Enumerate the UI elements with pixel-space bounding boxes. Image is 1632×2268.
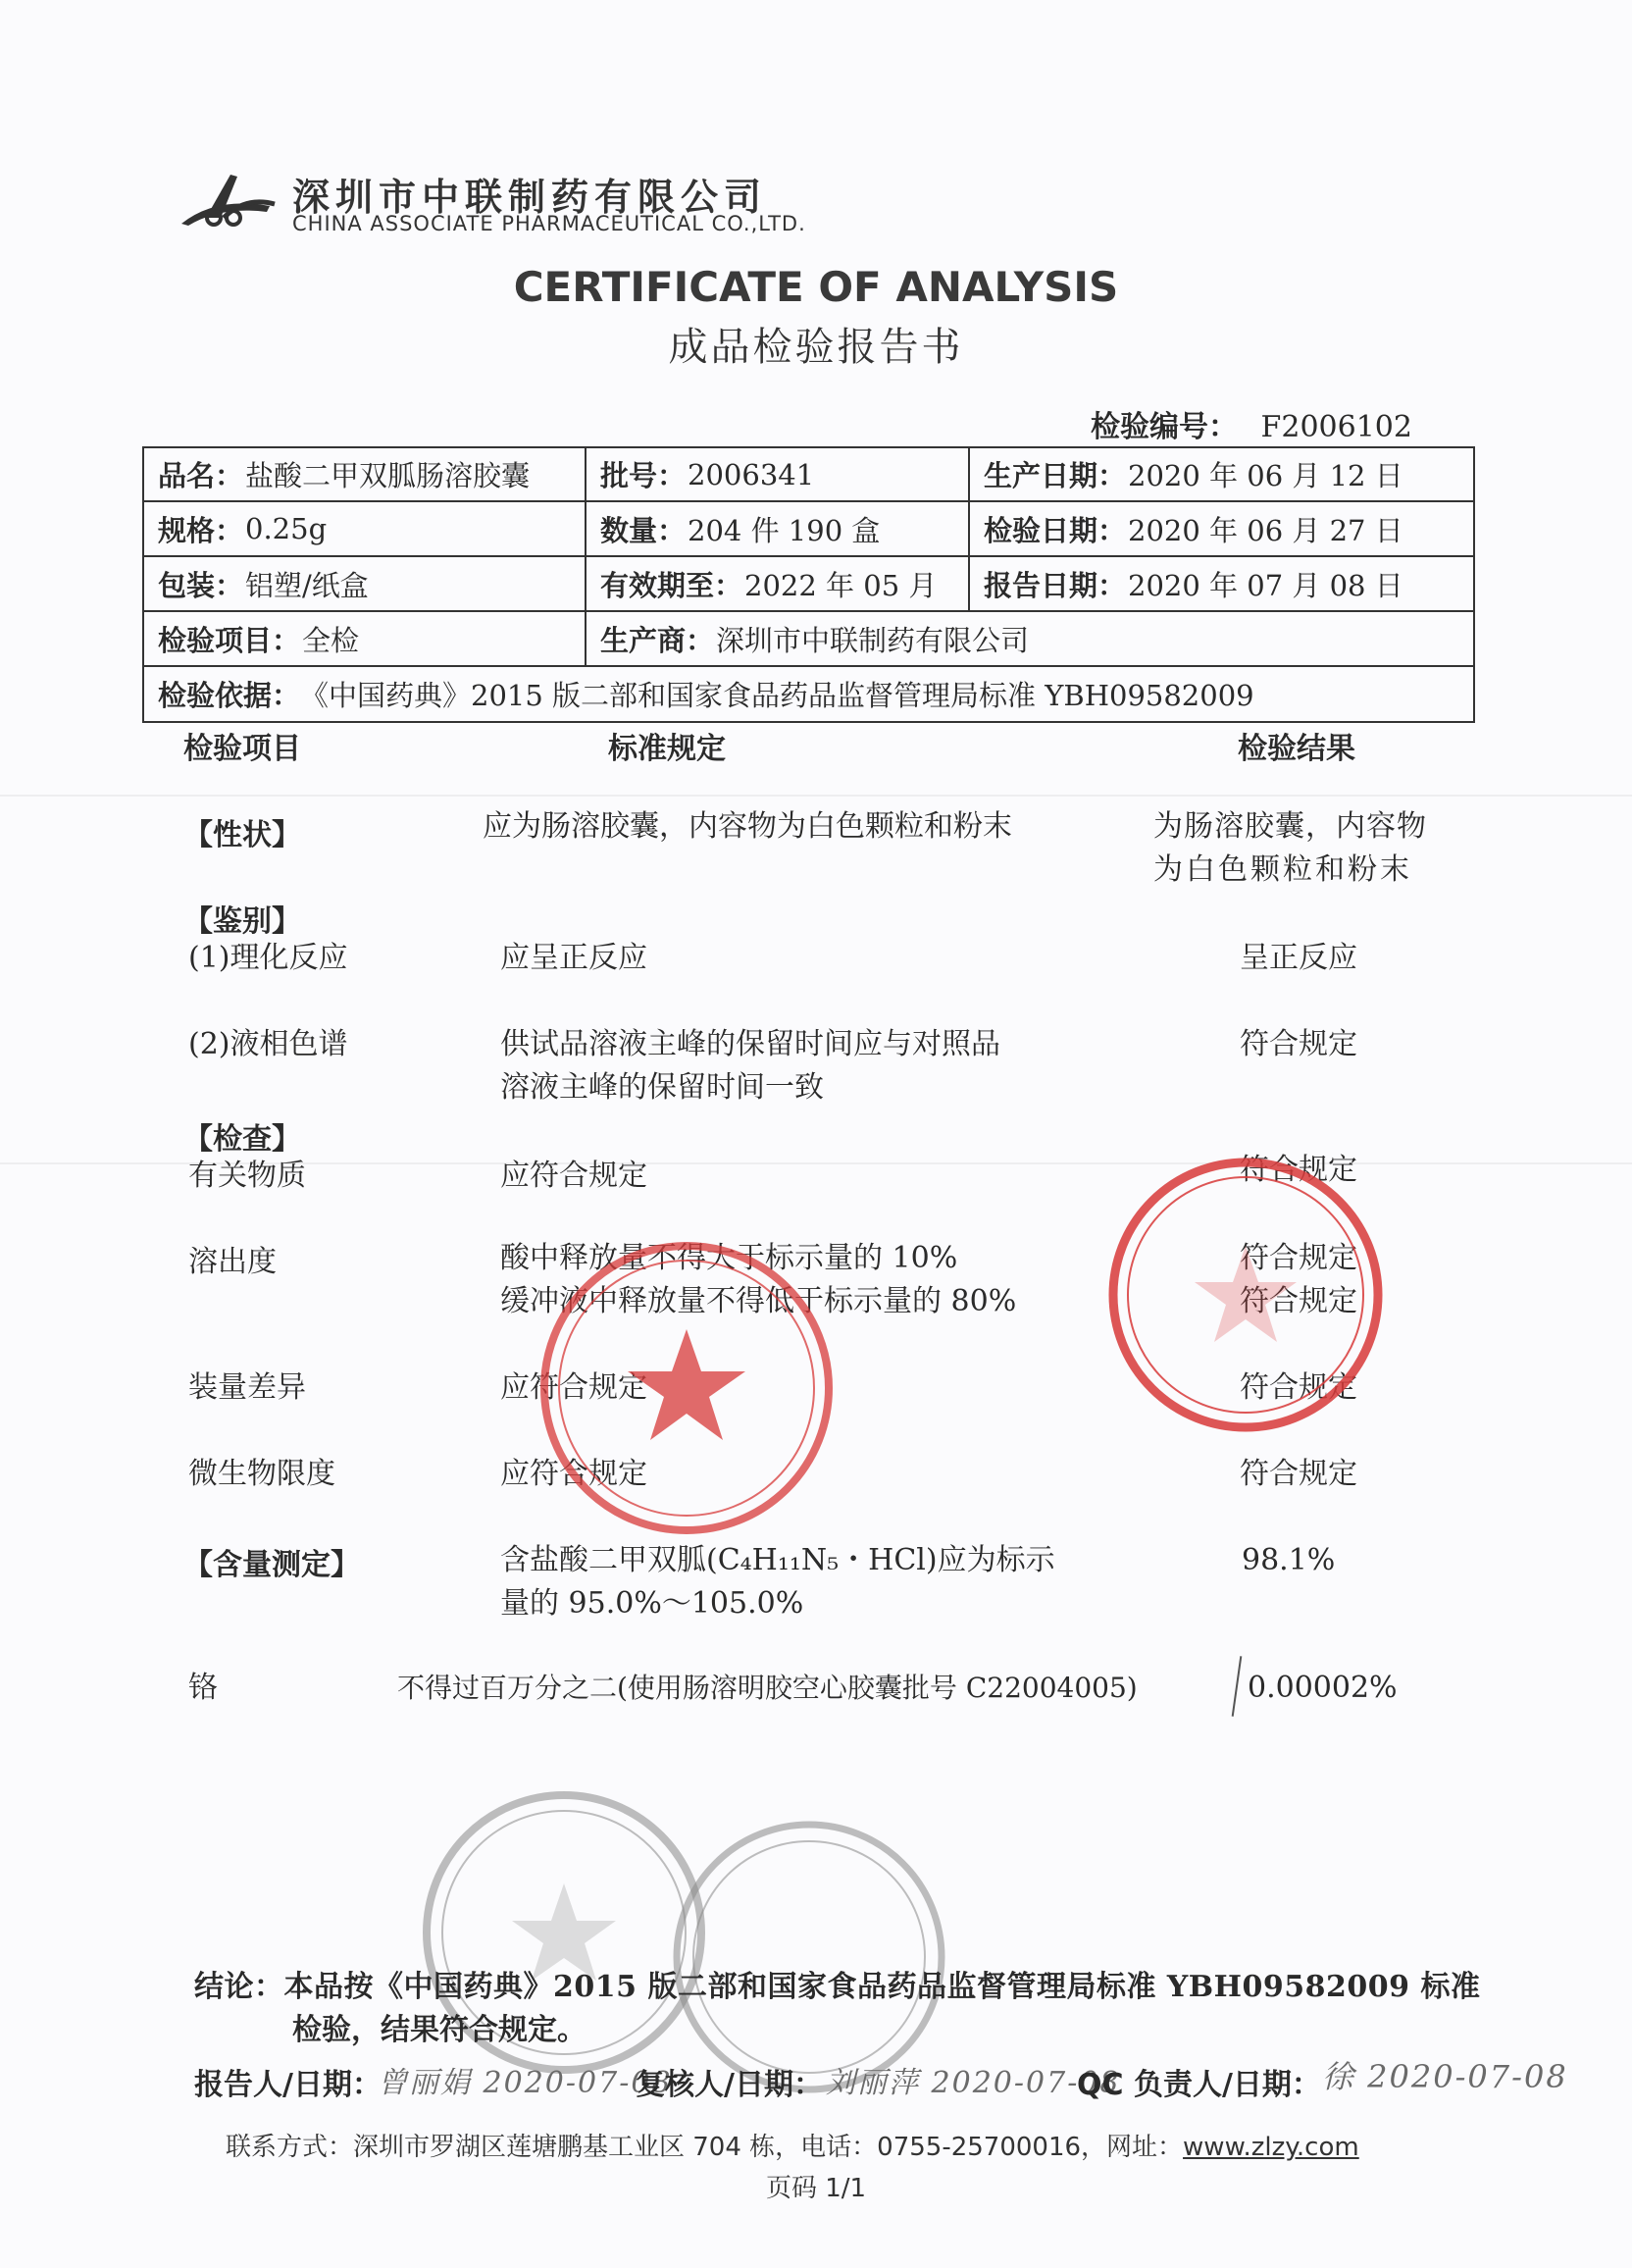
reporter-label: 报告人/日期： xyxy=(194,2068,382,2102)
column-header-standard: 标准规定 xyxy=(608,732,726,766)
report-number-value: F2006102 xyxy=(1260,410,1412,444)
appearance-standard: 应为肠溶胶囊，内容物为白色颗粒和粉末 xyxy=(483,809,1012,844)
cell-producer xyxy=(586,612,1473,667)
reviewer-signature: 刘丽萍 2020-07-08 xyxy=(826,2066,1121,2100)
id2-item: (2)液相色谱 xyxy=(188,1027,348,1061)
info-table xyxy=(142,446,1475,723)
paper-fold-line xyxy=(0,795,1632,797)
quantity-value: 204 件 190 盒 xyxy=(688,513,881,547)
product-value: 盐酸二甲双胍肠溶胶囊 xyxy=(245,459,531,492)
title-en: CERTIFICATE OF ANALYSIS xyxy=(513,263,1119,311)
id2-standard-line1: 供试品溶液主峰的保留时间应与对照品 xyxy=(500,1027,1000,1061)
cell-test-date xyxy=(970,502,1473,557)
id2-result: 符合规定 xyxy=(1240,1027,1357,1061)
conclusion-line2: 检验，结果符合规定。 xyxy=(292,2013,586,2047)
chromium-result: 0.00002% xyxy=(1248,1671,1398,1705)
column-header-item: 检验项目 xyxy=(183,732,301,766)
cell-report-date xyxy=(970,557,1473,612)
appearance-result-line1: 为肠溶胶囊，内容物 xyxy=(1153,809,1427,844)
test-item-value: 全检 xyxy=(302,623,360,657)
section-inspection: 【检查】 xyxy=(183,1122,301,1157)
expiry-label: 有效期至： xyxy=(600,568,743,602)
section-identification: 【鉴别】 xyxy=(183,904,301,939)
conclusion-line1: 结论：本品按《中国药典》2015 版二部和国家食品药品监督管理局标准 YBH09582009 标准 xyxy=(194,1970,1481,2004)
column-header-result: 检验结果 xyxy=(1238,732,1355,766)
batch-value: 2006341 xyxy=(688,457,815,491)
center-red-seal-icon xyxy=(535,1236,839,1544)
spec-label: 规格： xyxy=(158,513,244,547)
cell-basis xyxy=(144,667,1473,721)
id1-standard: 应呈正反应 xyxy=(500,941,647,975)
fill-weight-result: 符合规定 xyxy=(1240,1370,1357,1405)
qc-label: QC 负责人/日期： xyxy=(1077,2068,1321,2102)
assay-standard-line1: 含盐酸二甲双胍(C₄H₁₁N₅・HCl)应为标示 xyxy=(500,1543,1055,1577)
package-label: 包装： xyxy=(158,568,244,602)
footer-contact xyxy=(226,2127,1359,2163)
cell-quantity xyxy=(586,502,970,557)
test-date-value: 2020 年 06 月 27 日 xyxy=(1128,513,1403,547)
assay-standard-line2: 量的 95.0%～105.0% xyxy=(500,1586,804,1621)
product-label: 品名： xyxy=(158,459,244,492)
mfg-date-label: 生产日期： xyxy=(984,459,1127,492)
title-cn: 成品检验报告书 xyxy=(668,325,964,370)
spec-value: 0.25g xyxy=(245,512,328,545)
package-value: 铝塑/纸盒 xyxy=(245,568,369,602)
footer-contact-text: 联系方式：深圳市罗湖区莲塘鹏基工业区 704 栋，电话：0755-25700016，网址： xyxy=(226,2133,1184,2162)
cell-package xyxy=(144,557,586,612)
cell-spec xyxy=(144,502,586,557)
company-name-en: CHINA ASSOCIATE PHARMACEUTICAL CO.,LTD. xyxy=(292,212,806,235)
dissolution-result-line1: 符合规定 xyxy=(1240,1241,1357,1275)
producer-value: 深圳市中联制药有限公司 xyxy=(716,623,1030,657)
basis-value: 《中国药典》2015 版二部和国家食品药品监督管理局标准 YBH09582009 xyxy=(300,679,1254,712)
cell-expiry xyxy=(586,557,970,612)
fill-weight-standard: 应符合规定 xyxy=(500,1370,647,1405)
cell-batch xyxy=(586,448,970,502)
related-standard: 应符合规定 xyxy=(500,1159,647,1193)
dissolution-standard-line2: 缓冲液中释放量不得低于标示量的 80% xyxy=(500,1284,1017,1318)
test-item-label: 检验项目： xyxy=(158,623,301,657)
cell-mfg-date xyxy=(970,448,1473,502)
producer-label: 生产商： xyxy=(600,623,715,657)
section-assay: 【含量测定】 xyxy=(183,1548,360,1582)
id1-item: (1)理化反应 xyxy=(188,941,348,975)
dissolution-standard-line1: 酸中释放量不得大于标示量的 10% xyxy=(500,1241,958,1275)
report-number-label: 检验编号： xyxy=(1091,410,1238,444)
quantity-label: 数量： xyxy=(600,513,687,547)
handwritten-divider xyxy=(1232,1656,1243,1717)
reporter-signature: 曾丽娟 2020-07-08 xyxy=(378,2066,673,2100)
section-appearance: 【性状】 xyxy=(183,818,301,852)
report-number xyxy=(1091,402,1412,445)
related-item: 有关物质 xyxy=(188,1159,306,1193)
microbial-standard: 应符合规定 xyxy=(500,1457,647,1491)
test-date-label: 检验日期： xyxy=(984,513,1127,547)
report-date-value: 2020 年 07 月 08 日 xyxy=(1128,568,1403,602)
footer-website-link[interactable]: www.zlzy.com xyxy=(1183,2133,1359,2162)
assay-result: 98.1% xyxy=(1242,1543,1336,1577)
report-date-label: 报告日期： xyxy=(984,568,1127,602)
appearance-result-line2: 为白色颗粒和粉末 xyxy=(1153,852,1412,887)
id2-standard-line2: 溶液主峰的保留时间一致 xyxy=(500,1070,824,1105)
page-number: 页码 1/1 xyxy=(765,2174,867,2203)
qc-signature: 徐 2020-07-08 xyxy=(1322,2058,1568,2095)
chromium-standard: 不得过百万分之二(使用肠溶明胶空心胶囊批号 C22004005) xyxy=(397,1672,1138,1704)
related-result: 符合规定 xyxy=(1240,1153,1357,1187)
chromium-item: 铬 xyxy=(188,1671,218,1705)
dissolution-result-line2: 符合规定 xyxy=(1240,1284,1357,1318)
id1-result: 呈正反应 xyxy=(1240,941,1357,975)
expiry-value: 2022 年 05 月 xyxy=(744,568,938,602)
company-red-seal-icon xyxy=(1103,1153,1388,1441)
dissolution-item: 溶出度 xyxy=(188,1245,277,1279)
fill-weight-item: 装量差异 xyxy=(188,1370,306,1405)
mfg-date-value: 2020 年 06 月 12 日 xyxy=(1128,459,1403,492)
company-logo-icon xyxy=(177,167,284,235)
microbial-result: 符合规定 xyxy=(1240,1457,1357,1491)
microbial-item: 微生物限度 xyxy=(188,1457,335,1491)
reviewer-label: 复核人/日期： xyxy=(636,2068,823,2102)
company-name-cn: 深圳市中联制药有限公司 xyxy=(292,176,768,219)
basis-label: 检验依据： xyxy=(158,679,301,712)
batch-label: 批号： xyxy=(600,459,687,492)
cell-product xyxy=(144,448,586,502)
cell-test-item xyxy=(144,612,586,667)
